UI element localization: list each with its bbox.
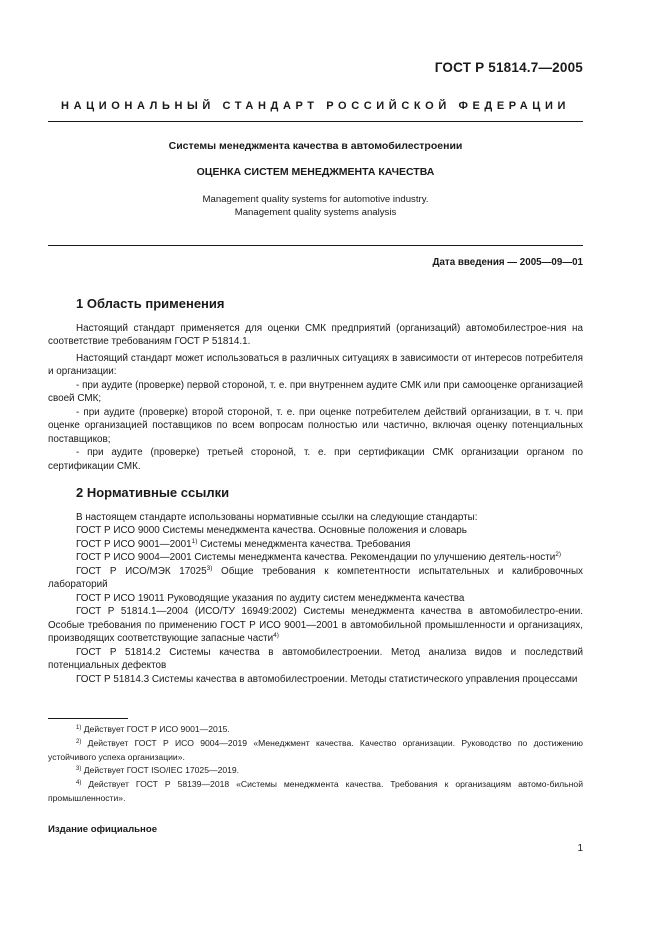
footnote-separator xyxy=(48,718,128,719)
footnote: $^{3)}$ Действует ГОСТ ISO/IEC 17025—2019. xyxy=(76,765,240,776)
footnote: $^{1)}$ Действует ГОСТ Р ИСО 9001—2015. xyxy=(76,724,230,734)
reference-item: ГОСТ Р ИСО 19011 Руководящие указания по аудиту систем менеджмента качества xyxy=(76,592,465,604)
footnotes xyxy=(48,723,583,806)
english-title xyxy=(48,193,583,219)
reference-item: ГОСТ Р ИСО 9000 Системы менеджмента качества. Основные положения и словарь xyxy=(76,525,467,536)
document-subject: Системы менеджмента качества в автомобилестроении xyxy=(168,140,463,152)
paragraph: Настоящий стандарт может использоваться в различных ситуациях в зависимости от интересов потребителя и организации: xyxy=(48,352,583,377)
reference-item: ГОСТ Р 51814.1—2004 (ИСО/ТУ 16949:2002) Системы менеджмента качества в автомобилестро-ении. Особые требования по применению ГОСТ Р ИСО 9001—2001 в автомобильной промышленности и организациях, производящих соответствующие запасные части$^{4)}$ xyxy=(48,606,583,644)
section-normative-references xyxy=(48,486,583,686)
footnote-mark: 3) xyxy=(206,564,213,572)
footnote-mark: 4) xyxy=(273,632,279,639)
list-item: - при аудите (проверке) первой стороной, т. е. при внутреннем аудите СМК или при самооценке организацией своей СМК; xyxy=(48,379,583,404)
section-scope xyxy=(48,297,583,473)
section-heading-references: 2 Нормативные ссылки xyxy=(76,485,230,500)
document-title: ОЦЕНКА СИСТЕМ МЕНЕДЖМЕНТА КАЧЕСТВА xyxy=(196,166,435,178)
footnote-mark: 2) xyxy=(555,551,562,558)
page-number: 1 xyxy=(577,843,583,854)
reference-item: ГОСТ Р 51814.3 Системы качества в автомобилестроении. Методы статистического управления процессами xyxy=(76,673,578,685)
english-title-line-1: Management quality systems for automotive industry. xyxy=(202,194,429,205)
reference-item: ГОСТ Р ИСО 9001—2001$^{1)}$ Системы менеджмента качества. Требования xyxy=(76,537,411,550)
reference-item: ГОСТ Р ИСО/МЭК 17025$^{3)}$ Общие требования к компетентности испытательных и калибровочных лабораторий xyxy=(48,564,583,590)
top-rule xyxy=(48,121,583,122)
reference-item: ГОСТ Р 51814.2 Системы качества в автомобилестроении. Метод анализа видов и последствий потенциальных дефектов xyxy=(48,646,583,671)
footnote-mark: 1) xyxy=(191,537,198,545)
national-standard-banner: НАЦИОНАЛЬНЫЙ СТАНДАРТ РОССИЙСКОЙ ФЕДЕРАЦИИ xyxy=(61,100,570,112)
paragraph: В настоящем стандарте использованы нормативные ссылки на следующие стандарты: xyxy=(76,511,478,523)
footnote: $^{4)}$ Действует ГОСТ Р 58139—2018 «Системы менеджмента качества. Требования к организациям автомо-бильной промышленности». xyxy=(48,779,583,803)
introduction-date: Дата введения — 2005—09—01 xyxy=(432,257,583,268)
standard-id: ГОСТ Р 51814.7—2005 xyxy=(434,60,583,75)
paragraph: Настоящий стандарт применяется для оценки СМК предприятий (организаций) автомобилестрое-ния на соответствие требованиям ГОСТ Р 51814.1. xyxy=(48,322,583,347)
reference-item: ГОСТ Р ИСО 9004—2001 Системы менеджмента качества. Рекомендации по улучшению деятель-ности$^{2)}$ xyxy=(76,551,562,563)
section-heading-scope: 1 Область применения xyxy=(76,296,225,311)
english-title-line-2: Management quality systems analysis xyxy=(234,207,397,218)
title-rule xyxy=(48,245,583,246)
list-item: - при аудите (проверке) третьей стороной, т. е. при сертификации СМК организации органом по сертификации СМК. xyxy=(48,447,583,472)
list-item: - при аудите (проверке) второй стороной, т. е. при оценке потребителем действий организации, в т. ч. при оценке организацией поставщиков по всем вопросам полностью или частично, включая оценку потенциальных поставщиков; xyxy=(48,406,583,445)
footnote: $^{2)}$ Действует ГОСТ Р ИСО 9004—2019 «Менеджмент качества. Качество организации. Руководство по достижению устойчивого успеха организации». xyxy=(48,737,583,762)
official-edition-label: Издание официальное xyxy=(48,824,158,835)
